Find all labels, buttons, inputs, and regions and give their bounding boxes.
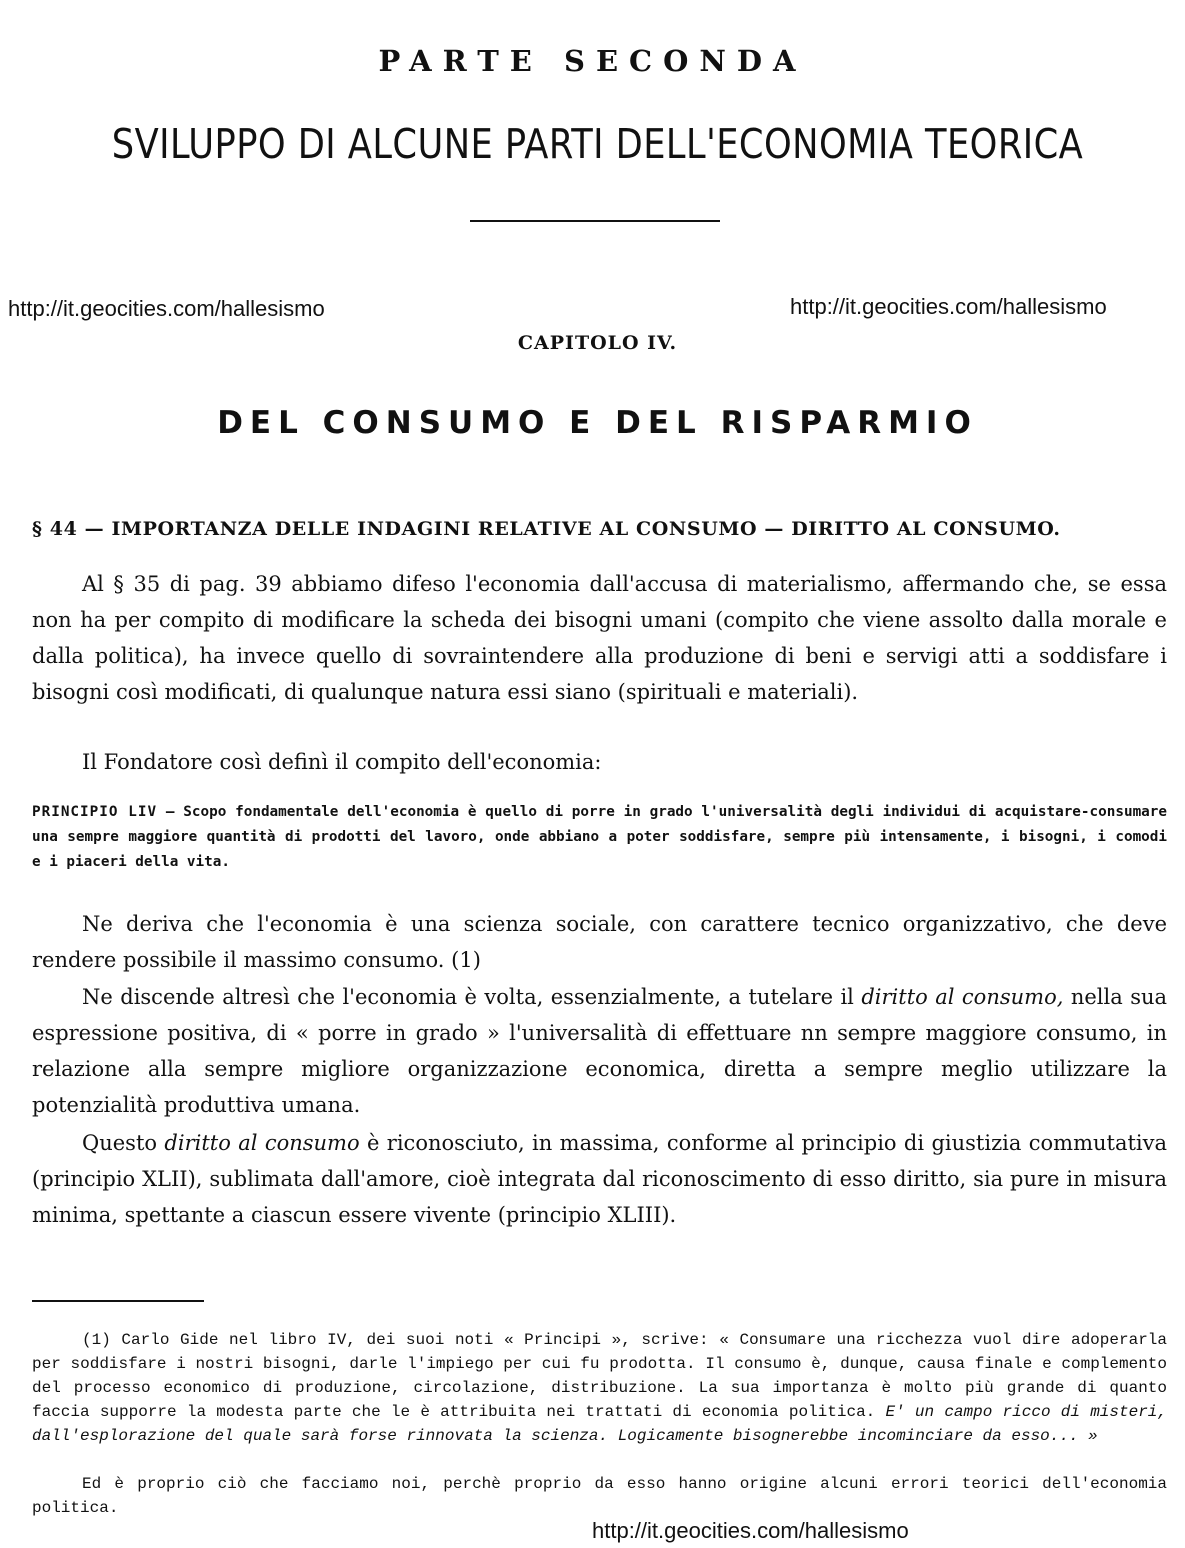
section-dash: — xyxy=(84,518,105,540)
title-divider xyxy=(470,220,720,222)
paragraph-5 xyxy=(32,1125,1167,1233)
principle-block xyxy=(32,800,1167,875)
footnote-1-italic: E' un campo ricco di misteri, dall'esplorazione del quale sarà forse rinnovata la scienza. Logicamente bisognerebbe incominciare da esso... » xyxy=(32,1403,1168,1445)
paragraph-4-a: Ne discende altresì che l'economia è volta, essenzialmente, a tutelare il xyxy=(82,985,862,1009)
footnote-1 xyxy=(32,1328,1167,1448)
watermark-url-left: http://it.geocities.com/hallesismo xyxy=(8,296,325,321)
principle-label: PRINCIPIO LIV xyxy=(32,804,158,820)
paragraph-5-b: è riconosciuto, in massima, conforme al principio di giustizia commutativa (principio XLII), sublimata dall'amore, cioè integrata dal riconoscimento di esso diritto, sia pure in misura minima, spettante a ciascun essere vivente (principio XLIII). xyxy=(32,1131,1168,1227)
paragraph-5-a: Questo xyxy=(82,1131,165,1155)
section-heading-b: DIRITTO AL CONSUMO. xyxy=(791,518,1061,540)
paragraph-5-italic: diritto al consumo xyxy=(164,1131,360,1155)
section-number: § 44 xyxy=(32,518,78,540)
paragraph-3: Ne deriva che l'economia è una scienza sociale, con carattere tecnico organizzativo, che deve rendere possibile il massimo consumo. (1) xyxy=(32,912,1167,972)
section-heading xyxy=(32,518,1167,540)
footnote-1-text: (1) Carlo Gide nel libro IV, dei suoi noti « Principi », scrive: « Consumare una ricchezza vuol dire adoperarla per soddisfare i nostri bisogni, darle l'impiego per cui fu prodotta. Il consumo è, dunque, causa finale e complemento del processo economico di produzione, circolazione, distribuzione. La sua importanza è molto più grande di quanto faccia supporre la modesta parte che le è attribuita nei trattati di economia politica. xyxy=(32,1331,1167,1421)
footnote-2: Ed è proprio ciò che facciamo noi, perchè proprio da esso hanno origine alcuni errori teorici dell'economia politica. xyxy=(32,1475,1167,1517)
section-dash: — xyxy=(764,518,784,540)
paragraph-2: Il Fondatore così definì il compito dell'economia: xyxy=(82,750,602,774)
paragraph-4-b: nella sua espressione positiva, di « porre in grado » l'universalità di effettuare nn sempre maggiore consumo, in relazione alla sempre migliore organizzazione economica, diretta a sempre meglio utilizzare la potenzialità produttiva umana. xyxy=(32,985,1168,1117)
watermark-url-bottom: http://it.geocities.com/hallesismo xyxy=(592,1518,909,1543)
principle-text: — Scopo fondamentale dell'economia è quello di porre in grado l'universalità degli individui di acquistare-consumare una sempre maggiore quantità di prodotti del lavoro, onde abbiano a poter soddisfare, sempre più intensamente, i bisogni, i comodi e i piaceri della vita. xyxy=(32,804,1167,870)
chapter-label: CAPITOLO IV. xyxy=(517,332,678,354)
paragraph-1: Al § 35 di pag. 39 abbiamo difeso l'economia dall'accusa di materialismo, affermando che, se essa non ha per compito di modificare la scheda dei bisogni umani (compito che viene assolto dalla morale e dalla politica), ha invece quello di sovraintendere alla produzione di beni e servigi atti a soddisfare i bisogni così modificati, di qualunque natura essi siano (spirituali e materiali). xyxy=(32,572,1167,704)
watermark-url-right: http://it.geocities.com/hallesismo xyxy=(790,294,1107,319)
part-heading: PARTE SECONDA xyxy=(378,44,807,78)
section-heading-a: IMPORTANZA DELLE INDAGINI RELATIVE AL CONSUMO xyxy=(111,518,758,540)
paragraph-4-italic: diritto al consumo, xyxy=(861,985,1064,1009)
footnote-divider xyxy=(32,1300,204,1302)
paragraph-4 xyxy=(32,979,1167,1123)
part-title: SVILUPPO DI ALCUNE PARTI DELL'ECONOMIA TEORICA xyxy=(111,120,1084,168)
chapter-title: DEL CONSUMO E DEL RISPARMIO xyxy=(217,405,978,441)
